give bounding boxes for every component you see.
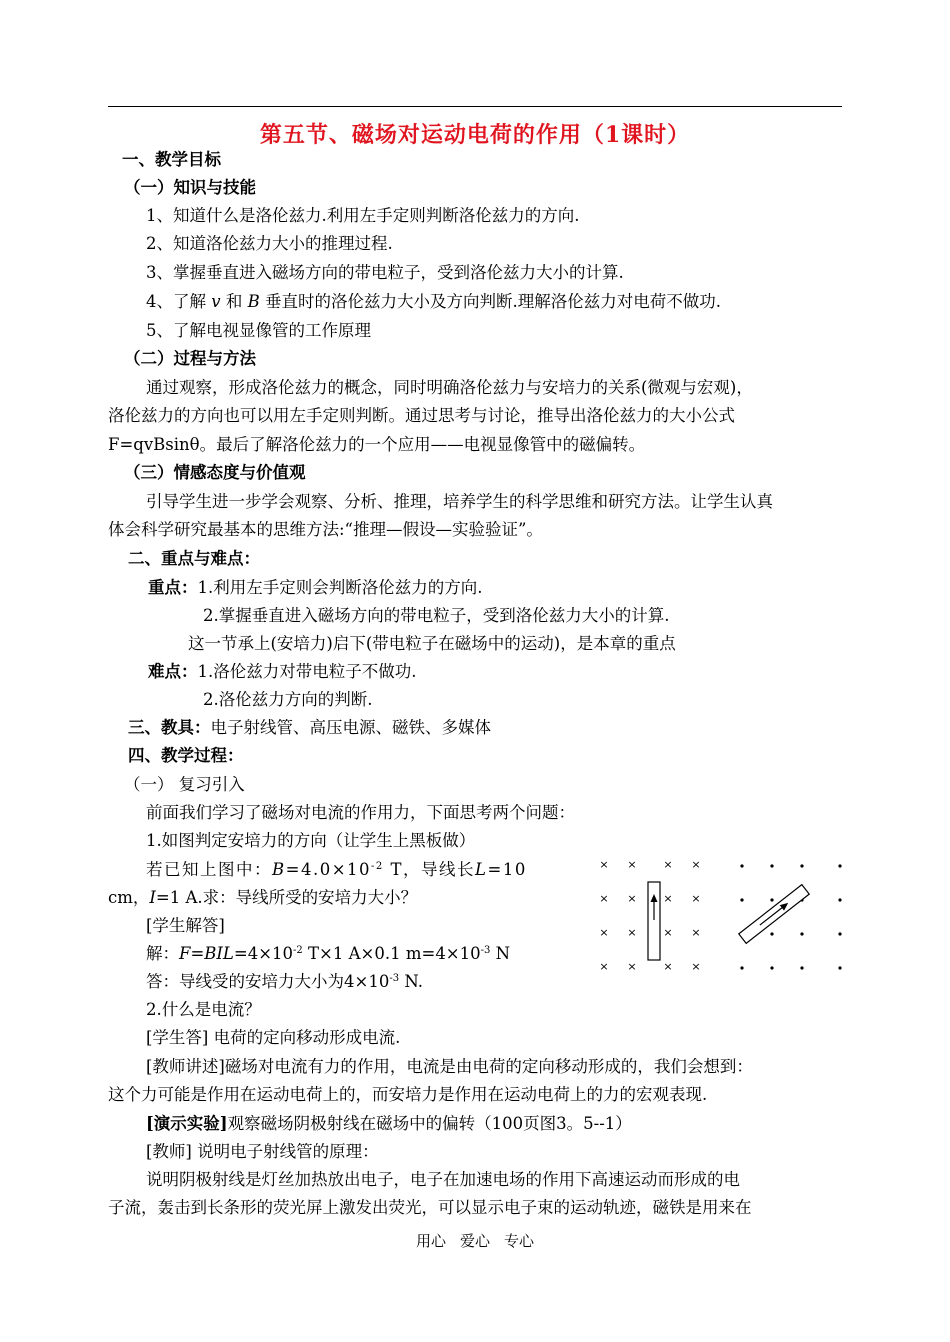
- field-cross-icon: ×: [663, 892, 673, 905]
- field-cross-icon: ×: [599, 926, 609, 939]
- field-cross-icon: ×: [599, 892, 609, 905]
- teacher-talk-line-2: 这个力可能是作用在运动电荷上的，而安培力是作用在运动电荷上的力的宏观表现.: [108, 1085, 708, 1104]
- objective-2: 2、知道洛伦兹力大小的推理过程.: [146, 234, 393, 253]
- field-cross-icon: ×: [627, 858, 637, 871]
- field-cross-icon: ×: [663, 926, 673, 939]
- tilted-conductor: [739, 885, 809, 944]
- key-point-2: 2.掌握垂直进入磁场方向的带电粒子，受到洛伦兹力大小的计算.: [203, 606, 670, 625]
- field-cross-icon: ×: [627, 892, 637, 905]
- page-footer: 用心 爱心 专心: [415, 1232, 535, 1250]
- field-cross-icon: ×: [691, 858, 701, 871]
- vertical-conductor: [648, 882, 660, 960]
- field-dot-icon: [740, 898, 743, 901]
- student-solve-label: [学生解答]: [146, 916, 225, 935]
- process-line-3: F=qvBsinθ。最后了解洛伦兹力的一个应用——电视显像管中的磁偏转。: [108, 435, 646, 454]
- field-dot-icon: [770, 966, 773, 969]
- demo-line: [演示实验]观察磁场阴极射线在磁场中的偏转（100页图3。5--1）: [146, 1114, 632, 1133]
- key-point-3: 这一节承上(安培力)启下(带电粒子在磁场中的运动)，是本章的重点: [188, 634, 676, 653]
- question-1-ask: cm，I=1 A.求：导线所受的安培力大小？: [108, 888, 418, 907]
- objective-3: 3、掌握垂直进入磁场方向的带电粒子，受到洛伦兹力大小的计算.: [146, 263, 624, 282]
- question-2-answer: [学生答] 电荷的定向移动形成电流.: [146, 1028, 401, 1047]
- objective-5: 5、了解电视显像管的工作原理: [146, 321, 371, 340]
- explain-line-2: 子流，轰击到长条形的荧光屏上激发出荧光，可以显示电子束的运动轨迹，磁铁是用来在: [108, 1198, 752, 1217]
- field-dot-icon: [800, 966, 803, 969]
- question-2: 2.什么是电流？: [146, 1000, 261, 1019]
- field-dot-icon: [800, 864, 803, 867]
- objective-4: 4、了解 v 和 B 垂直时的洛伦兹力大小及方向判断.理解洛伦兹力对电荷不做功.: [146, 292, 721, 311]
- field-cross-icon: ×: [691, 892, 701, 905]
- field-cross-icon: ×: [663, 858, 673, 871]
- magnetic-field-figure: [590, 852, 850, 977]
- field-dot-icon: [770, 932, 773, 935]
- field-dot-icon: [838, 932, 841, 935]
- field-cross-icon: ×: [627, 960, 637, 973]
- process-line-2: 洛伦兹力的方向也可以用左手定则判断。通过思考与讨论，推导出洛伦兹力的大小公式: [108, 406, 735, 425]
- subsection-attitude: （三）情感态度与价值观: [124, 463, 306, 482]
- field-cross-icon: ×: [599, 858, 609, 871]
- field-dot-icon: [800, 932, 803, 935]
- section-1-heading: 一、教学目标: [122, 150, 221, 169]
- field-dot-icon: [740, 966, 743, 969]
- page-title: 第五节、磁场对运动电荷的作用（1课时）: [259, 122, 691, 148]
- objective-1: 1、知道什么是洛伦兹力.利用左手定则判断洛伦兹力的方向.: [146, 206, 580, 225]
- difficulty-2: 2.洛伦兹力方向的判断.: [203, 690, 373, 709]
- question-1-given: 若已知上图中：$B=4.0\times 10^{-2}$ T，导线长L=10: [146, 860, 527, 879]
- question-1: 1.如图判定安培力的方向（让学生上黑板做）: [146, 831, 476, 850]
- solution-line: 解：$F=BIL=4\times 10^{-2}$ T×1 A×0.1 $m=4\times 10^{-3}$ N: [146, 944, 511, 963]
- explain-line-1: 说明阴极射线是灯丝加热放出电子，电子在加速电场的作用下高速运动而形成的电: [146, 1170, 740, 1189]
- field-cross-icon: ×: [663, 960, 673, 973]
- section-2-heading: 二、重点与难点：: [128, 549, 260, 568]
- field-dot-icon: [838, 898, 841, 901]
- section-4-heading: 四、教学过程：: [128, 746, 244, 765]
- field-dot-icon: [838, 864, 841, 867]
- field-cross-icon: ×: [691, 926, 701, 939]
- attitude-line-1: 引导学生进一步学会观察、分析、推理，培养学生的科学思维和研究方法。让学生认真: [146, 492, 773, 511]
- teacher-talk-line-1: [教师讲述]磁场对电流有力的作用，电流是由电荷的定向移动形成的，我们会想到：: [146, 1057, 753, 1076]
- magnetic-field-dots: [740, 864, 841, 969]
- answer-line: 答：导线受的安培力大小为$4\times 10^{-3}$ N.: [146, 972, 423, 991]
- attitude-line-2: 体会科学研究最基本的思维方法:“推理—假设—实验验证”。: [108, 520, 543, 539]
- key-point-1: 重点：1.利用左手定则会判断洛伦兹力的方向.: [148, 578, 483, 597]
- field-dot-icon: [838, 966, 841, 969]
- field-dot-icon: [770, 898, 773, 901]
- section-3: 三、教具：电子射线管、高压电源、磁铁、多媒体: [128, 718, 491, 737]
- field-dot-icon: [770, 864, 773, 867]
- difficulty-1: 难点：1.洛伦兹力对带电粒子不做功.: [148, 662, 417, 681]
- field-cross-icon: ×: [627, 926, 637, 939]
- field-cross-icon: ×: [599, 960, 609, 973]
- review-heading: （一） 复习引入: [124, 775, 245, 794]
- field-cross-icon: ×: [691, 960, 701, 973]
- subsection-knowledge: （一）知识与技能: [124, 178, 256, 197]
- teacher-explain-label: [教师] 说明电子射线管的原理：: [146, 1142, 379, 1161]
- review-intro: 前面我们学习了磁场对电流的作用力，下面思考两个问题：: [146, 803, 575, 822]
- subsection-process: （二）过程与方法: [124, 349, 256, 368]
- process-line-1: 通过观察，形成洛伦兹力的概念，同时明确洛伦兹力与安培力的关系(微观与宏观)，: [146, 378, 753, 397]
- field-dot-icon: [740, 864, 743, 867]
- header-rule: [108, 106, 842, 107]
